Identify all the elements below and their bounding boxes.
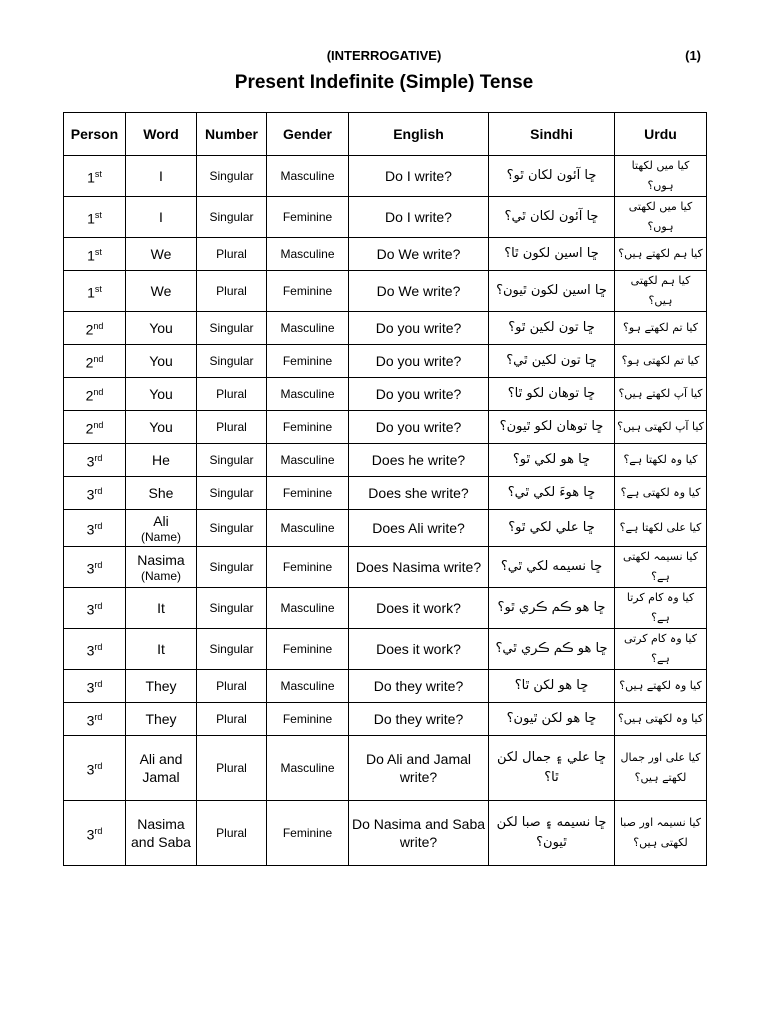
table-row — [64, 238, 707, 271]
cell-urdu: کیا نسیمہ لکھتی ہے؟ — [615, 547, 707, 588]
cell-gender: Masculine — [267, 156, 349, 197]
cell-gender: Feminine — [267, 197, 349, 238]
word-text: You — [149, 386, 173, 402]
person-ordinal-suffix: nd — [93, 321, 104, 332]
column-header-number: Number — [197, 113, 267, 156]
cell-person — [64, 271, 126, 312]
table-body — [64, 156, 707, 866]
cell-sindhi: ڇا هوءَ لکي ٿي؟ — [489, 477, 615, 510]
cell-word — [126, 801, 197, 866]
table-row — [64, 588, 707, 629]
cell-english: Do you write? — [349, 345, 489, 378]
person-number: 3 — [86, 453, 95, 470]
page-subtitle: (INTERROGATIVE) — [326, 48, 442, 63]
table-row — [64, 156, 707, 197]
cell-number: Plural — [197, 736, 267, 801]
cell-number: Singular — [197, 477, 267, 510]
person-ordinal-suffix: rd — [94, 826, 103, 837]
cell-sindhi: ڇا توهان لکو ٿا؟ — [489, 378, 615, 411]
cell-person — [64, 156, 126, 197]
person-number: 2 — [85, 321, 94, 338]
cell-word — [126, 736, 197, 801]
cell-gender: Masculine — [267, 312, 349, 345]
person-number: 3 — [86, 642, 95, 659]
cell-number: Plural — [197, 801, 267, 866]
cell-gender: Feminine — [267, 547, 349, 588]
word-text: I — [159, 209, 163, 225]
cell-person — [64, 801, 126, 866]
word-text: We — [150, 283, 172, 299]
person-ordinal-suffix: st — [94, 210, 102, 221]
table-row — [64, 547, 707, 588]
cell-english: Do Nasima and Saba write? — [349, 801, 489, 866]
column-header-english: English — [349, 113, 489, 156]
cell-person — [64, 444, 126, 477]
cell-word — [126, 345, 197, 378]
cell-urdu: کیا وہ کام کرتی ہے؟ — [615, 629, 707, 670]
cell-english: Do I write? — [349, 197, 489, 238]
word-text: It — [157, 641, 165, 657]
column-header-urdu: Urdu — [615, 113, 707, 156]
person-ordinal-suffix: rd — [94, 679, 103, 690]
cell-english: Do they write? — [349, 703, 489, 736]
cell-number: Plural — [197, 271, 267, 312]
cell-number: Singular — [197, 197, 267, 238]
cell-urdu: کیا علی اور جمال لکھتے ہیں؟ — [615, 736, 707, 801]
table-row — [64, 629, 707, 670]
cell-gender: Masculine — [267, 238, 349, 271]
table-header-row — [64, 113, 707, 156]
cell-person — [64, 629, 126, 670]
person-number: 3 — [86, 679, 95, 696]
cell-sindhi: ڇا نسيمه ۽ صبا لکن ٿيون؟ — [489, 801, 615, 866]
cell-english: Do they write? — [349, 670, 489, 703]
cell-urdu: کیا وہ کام کرتا ہے؟ — [615, 588, 707, 629]
cell-number: Singular — [197, 345, 267, 378]
cell-urdu: کیا تم لکھتی ہو؟ — [615, 345, 707, 378]
person-ordinal-suffix: rd — [94, 486, 103, 497]
word-text: It — [157, 600, 165, 616]
cell-gender: Feminine — [267, 345, 349, 378]
cell-person — [64, 345, 126, 378]
word-text: You — [149, 353, 173, 369]
cell-english: Do you write? — [349, 312, 489, 345]
cell-person — [64, 547, 126, 588]
cell-gender: Feminine — [267, 801, 349, 866]
cell-english: Does he write? — [349, 444, 489, 477]
cell-word — [126, 547, 197, 588]
cell-sindhi: ڇا تون لکين ٿو؟ — [489, 312, 615, 345]
person-number: 3 — [86, 560, 95, 577]
word-text: Ali and Jamal — [139, 751, 183, 785]
cell-sindhi: ڇا هو لکن ٿيون؟ — [489, 703, 615, 736]
cell-number: Singular — [197, 312, 267, 345]
cell-person — [64, 588, 126, 629]
cell-person — [64, 477, 126, 510]
cell-word — [126, 588, 197, 629]
word-text: He — [152, 452, 170, 468]
conjugation-table — [63, 112, 707, 866]
table-row — [64, 197, 707, 238]
cell-word — [126, 411, 197, 444]
cell-urdu: کیا میں لکھتی ہوں؟ — [615, 197, 707, 238]
cell-number: Singular — [197, 547, 267, 588]
word-text: They — [145, 678, 177, 694]
cell-person — [64, 670, 126, 703]
cell-number: Singular — [197, 156, 267, 197]
cell-english: Does Ali write? — [349, 510, 489, 547]
column-header-person: Person — [64, 113, 126, 156]
person-number: 1 — [87, 247, 95, 264]
cell-english: Does Nasima write? — [349, 547, 489, 588]
cell-english: Do you write? — [349, 411, 489, 444]
cell-number: Singular — [197, 510, 267, 547]
word-text: She — [148, 485, 174, 501]
person-number: 3 — [86, 826, 95, 843]
cell-gender: Masculine — [267, 588, 349, 629]
cell-word — [126, 703, 197, 736]
cell-person — [64, 238, 126, 271]
cell-word — [126, 312, 197, 345]
cell-urdu: کیا وہ لکھتی ہیں؟ — [615, 703, 707, 736]
person-number: 3 — [86, 486, 95, 503]
cell-gender: Feminine — [267, 411, 349, 444]
cell-sindhi: ڇا هو لکن ٿا؟ — [489, 670, 615, 703]
cell-number: Singular — [197, 588, 267, 629]
person-ordinal-suffix: st — [94, 169, 102, 180]
table-row — [64, 801, 707, 866]
column-header-word: Word — [126, 113, 197, 156]
person-ordinal-suffix: st — [94, 247, 102, 258]
word-text: You — [149, 320, 173, 336]
cell-english: Do Ali and Jamal write? — [349, 736, 489, 801]
cell-person — [64, 703, 126, 736]
cell-english: Do I write? — [349, 156, 489, 197]
person-ordinal-suffix: st — [94, 284, 102, 295]
person-ordinal-suffix: nd — [93, 420, 104, 431]
word-text: I — [159, 168, 163, 184]
cell-word — [126, 444, 197, 477]
table-row — [64, 477, 707, 510]
person-number: 3 — [86, 761, 95, 778]
cell-urdu: کیا علی لکھتا ہے؟ — [615, 510, 707, 547]
cell-gender: Feminine — [267, 629, 349, 670]
cell-english: Does it work? — [349, 588, 489, 629]
table-row — [64, 736, 707, 801]
person-number: 2 — [85, 420, 94, 437]
person-ordinal-suffix: rd — [94, 761, 103, 772]
cell-word — [126, 197, 197, 238]
cell-gender: Masculine — [267, 378, 349, 411]
cell-urdu: کیا میں لکھتا ہوں؟ — [615, 156, 707, 197]
cell-sindhi: ڇا اسين لکون ٿا؟ — [489, 238, 615, 271]
person-ordinal-suffix: nd — [93, 354, 104, 365]
cell-sindhi: ڇا علي لکي ٿو؟ — [489, 510, 615, 547]
cell-sindhi: ڇا اسين لکون ٿيون؟ — [489, 271, 615, 312]
cell-urdu: کیا وہ لکھتا ہے؟ — [615, 444, 707, 477]
person-number: 3 — [86, 712, 95, 729]
cell-number: Plural — [197, 411, 267, 444]
cell-english: Do We write? — [349, 271, 489, 312]
word-text: Ali — [153, 513, 169, 529]
cell-person — [64, 312, 126, 345]
cell-urdu: کیا ہم لکھتے ہیں؟ — [615, 238, 707, 271]
cell-urdu: کیا وہ لکھتی ہے؟ — [615, 477, 707, 510]
table-row — [64, 670, 707, 703]
table-row — [64, 378, 707, 411]
cell-english: Do you write? — [349, 378, 489, 411]
word-text: Nasima — [137, 552, 185, 568]
cell-number: Singular — [197, 444, 267, 477]
person-ordinal-suffix: rd — [94, 712, 103, 723]
table-row — [64, 510, 707, 547]
cell-gender: Masculine — [267, 444, 349, 477]
cell-sindhi: ڇا هو لکي ٿو؟ — [489, 444, 615, 477]
column-header-sindhi: Sindhi — [489, 113, 615, 156]
person-number: 2 — [85, 354, 94, 371]
cell-word — [126, 238, 197, 271]
cell-gender: Feminine — [267, 703, 349, 736]
cell-gender: Feminine — [267, 477, 349, 510]
cell-urdu: کیا آپ لکھتے ہیں؟ — [615, 378, 707, 411]
cell-sindhi: ڇا توهان لکو ٿيون؟ — [489, 411, 615, 444]
cell-sindhi: ڇا نسيمه لکي ٿي؟ — [489, 547, 615, 588]
person-ordinal-suffix: nd — [93, 387, 104, 398]
cell-person — [64, 197, 126, 238]
table-row — [64, 703, 707, 736]
cell-gender: Masculine — [267, 736, 349, 801]
cell-gender: Feminine — [267, 271, 349, 312]
cell-number: Plural — [197, 703, 267, 736]
cell-word — [126, 271, 197, 312]
cell-word — [126, 510, 197, 547]
cell-person — [64, 510, 126, 547]
word-text: They — [145, 711, 177, 727]
word-text: Nasima and Saba — [131, 816, 191, 850]
cell-word — [126, 629, 197, 670]
person-number: 3 — [86, 601, 95, 618]
table-row — [64, 345, 707, 378]
cell-urdu: کیا وہ لکھتے ہیں؟ — [615, 670, 707, 703]
word-text: We — [150, 246, 172, 262]
cell-word — [126, 477, 197, 510]
person-number: 2 — [85, 387, 94, 404]
person-ordinal-suffix: rd — [94, 560, 103, 571]
cell-word — [126, 670, 197, 703]
table-row — [64, 312, 707, 345]
table-row — [64, 444, 707, 477]
page-number: (1) — [685, 48, 701, 63]
table-row — [64, 271, 707, 312]
cell-sindhi: ڇا آئون لکان ٿو؟ — [489, 156, 615, 197]
cell-gender: Masculine — [267, 510, 349, 547]
cell-urdu: کیا تم لکھتے ہو؟ — [615, 312, 707, 345]
word-note: (Name) — [140, 569, 181, 583]
word-text: You — [149, 419, 173, 435]
cell-sindhi: ڇا علي ۽ جمال لکن ٿا؟ — [489, 736, 615, 801]
cell-urdu: کیا نسیمہ اور صبا لکھتی ہیں؟ — [615, 801, 707, 866]
person-number: 3 — [86, 521, 95, 538]
cell-number: Plural — [197, 238, 267, 271]
cell-number: Plural — [197, 670, 267, 703]
cell-person — [64, 411, 126, 444]
cell-number: Singular — [197, 629, 267, 670]
person-ordinal-suffix: rd — [94, 601, 103, 612]
cell-urdu: کیا آپ لکھتی ہیں؟ — [615, 411, 707, 444]
cell-english: Does it work? — [349, 629, 489, 670]
cell-english: Does she write? — [349, 477, 489, 510]
word-note: (Name) — [140, 530, 181, 544]
cell-english: Do We write? — [349, 238, 489, 271]
cell-number: Plural — [197, 378, 267, 411]
cell-sindhi: ڇا هو ڪم ڪري ٿو؟ — [489, 588, 615, 629]
cell-sindhi: ڇا هو ڪم ڪري ٿي؟ — [489, 629, 615, 670]
person-ordinal-suffix: rd — [94, 521, 103, 532]
cell-urdu: کیا ہم لکھتی ہیں؟ — [615, 271, 707, 312]
person-number: 1 — [87, 284, 95, 301]
cell-sindhi: ڇا آئون لکان ٿي؟ — [489, 197, 615, 238]
cell-word — [126, 156, 197, 197]
cell-person — [64, 378, 126, 411]
table-row — [64, 411, 707, 444]
cell-sindhi: ڇا تون لکين ٿي؟ — [489, 345, 615, 378]
person-number: 1 — [87, 210, 95, 227]
cell-word — [126, 378, 197, 411]
page-title: Present Indefinite (Simple) Tense — [234, 72, 534, 93]
cell-person — [64, 736, 126, 801]
cell-gender: Masculine — [267, 670, 349, 703]
person-number: 1 — [87, 169, 95, 186]
person-ordinal-suffix: rd — [94, 642, 103, 653]
person-ordinal-suffix: rd — [94, 453, 103, 464]
column-header-gender: Gender — [267, 113, 349, 156]
